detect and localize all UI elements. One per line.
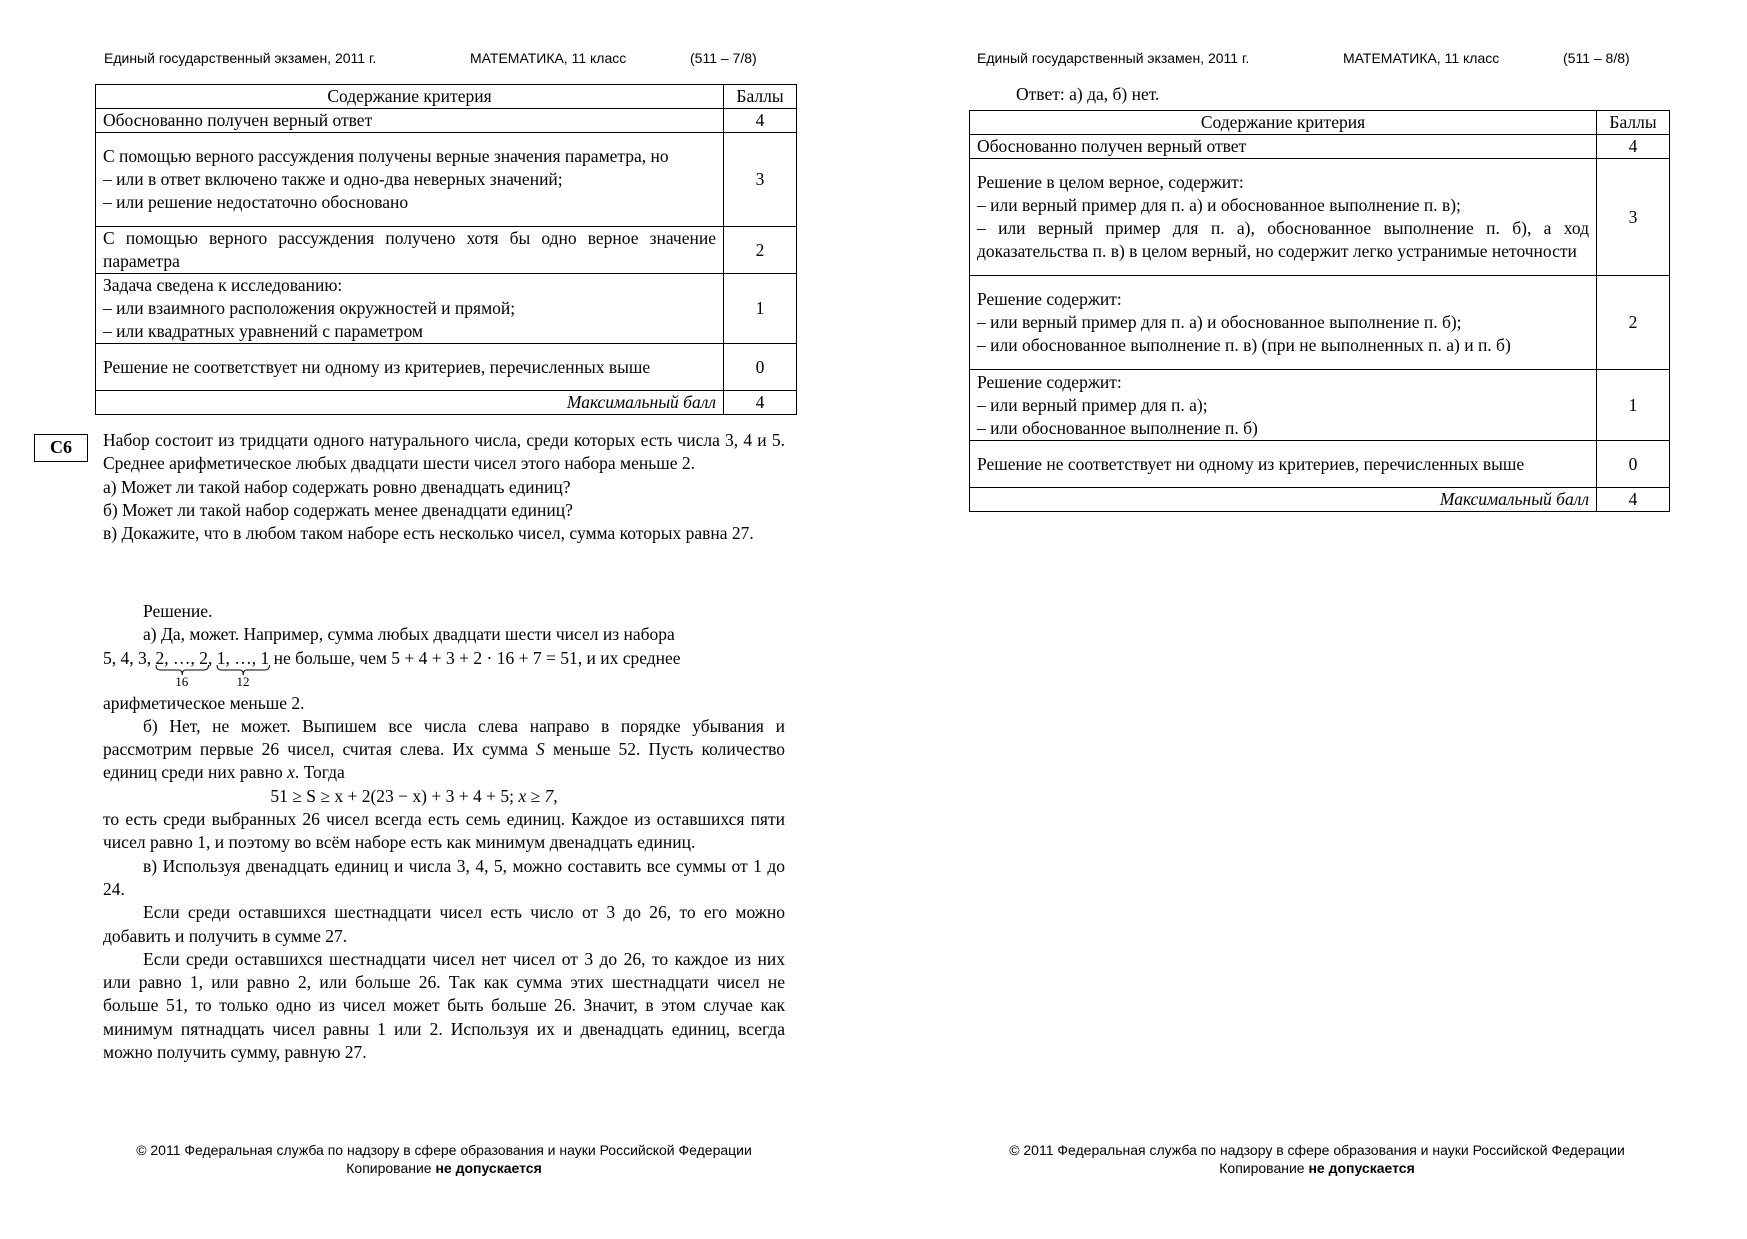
- criterion-line: – или в ответ включено также и одно-два неверных значений;: [103, 169, 563, 189]
- max-score-value: 4: [724, 391, 797, 415]
- criteria-table: [95, 84, 797, 415]
- footer-copy-bold: не допускается: [435, 1160, 542, 1176]
- criterion-points: 3: [1597, 159, 1670, 276]
- criterion-text: [970, 441, 1597, 488]
- criterion-points: 0: [724, 344, 797, 391]
- solution-b-formula-line: [103, 785, 785, 808]
- criterion-line: – или взаимного расположения окружностей и прямой;: [103, 298, 516, 318]
- criterion-text: [96, 109, 724, 133]
- criterion-line: Задача сведена к исследованию:: [103, 275, 343, 295]
- answer-line: Ответ: а) да, б) нет.: [1016, 84, 1160, 104]
- footer: [54, 1141, 834, 1177]
- criterion-points: 1: [1597, 370, 1670, 441]
- table-row: [970, 370, 1670, 441]
- criterion-text: [96, 133, 724, 227]
- table-row: [96, 109, 797, 133]
- solution-b: [103, 715, 785, 785]
- solution-a-end: арифметическое меньше 2.: [103, 692, 305, 713]
- solution-b-text2: меньше 52. Пусть количество единиц среди них равно: [103, 739, 786, 783]
- criterion-text: [970, 276, 1597, 370]
- criterion-text: [96, 344, 724, 391]
- table-row: [970, 159, 1670, 276]
- criterion-text: [96, 274, 724, 344]
- group-twos-count: 16: [175, 673, 189, 689]
- criterion-line: – или верный пример для п. а), обоснованное выполнение п. б), а ход доказательства п. в) в целом верный, но содержит легко устранимые неточности: [977, 218, 1589, 261]
- criterion-text: [970, 159, 1597, 276]
- problem-statement-text: Набор состоит из тридцати одного натурального числа, среди которых есть числа 3, 4 и 5. Среднее арифметическое любых двадцати шести чисел этого набора меньше 2.: [103, 430, 785, 474]
- braced-group-ones: [216, 647, 270, 689]
- footer-copy-notice: [927, 1159, 1707, 1177]
- header-exam: Единый государственный экзамен, 2011 г.: [104, 50, 377, 66]
- formula-end: ,: [553, 785, 558, 806]
- footer-copy-normal: Копирование: [346, 1160, 432, 1176]
- footer-copy-normal: Копирование: [1219, 1160, 1305, 1176]
- criterion-line: Решение не соответствует ни одному из критериев, перечисленных выше: [103, 356, 651, 377]
- criterion-points: 2: [1597, 276, 1670, 370]
- group-ones-count: 12: [236, 673, 250, 689]
- solution-b-conclusion: то есть среди выбранных 26 чисел всегда есть семь единиц. Каждое из оставшихся пяти чисел равно 1, и поэтому во всём наборе есть как минимум двенадцать единиц.: [103, 809, 785, 853]
- group-ones: 1, …, 1: [216, 647, 270, 668]
- criterion-line: – или верный пример для п. а) и обоснованное выполнение п. б);: [977, 312, 1462, 332]
- table-header-row: [96, 85, 797, 109]
- criterion-line: Решение не соответствует ни одному из критериев, перечисленных выше: [977, 453, 1525, 474]
- table-header-row: [970, 111, 1670, 135]
- table-max-row: [96, 391, 797, 415]
- criterion-line: Обоснованно получен верный ответ: [103, 110, 373, 130]
- header-page-number: (511 – 8/8): [1563, 50, 1630, 66]
- underbrace: [156, 665, 209, 691]
- left-page: [0, 0, 873, 1239]
- header-page-number: (511 – 7/8): [690, 50, 757, 66]
- column-header-points: Баллы: [1597, 111, 1670, 135]
- footer-copy-bold: не допускается: [1308, 1160, 1415, 1176]
- solution-b-formula2: x ≥ 7: [518, 785, 554, 806]
- question-a: а) Может ли такой набор содержать ровно двенадцать единиц?: [103, 476, 571, 497]
- column-header-content: Содержание критерия: [96, 85, 724, 109]
- criterion-points: 2: [724, 227, 797, 274]
- variable-s: S: [536, 739, 545, 760]
- table-row: [96, 227, 797, 274]
- criterion-points: 4: [1597, 135, 1670, 159]
- criterion-text: [96, 227, 724, 274]
- table-row: [970, 276, 1670, 370]
- table-row: [970, 441, 1670, 488]
- criterion-text: [970, 135, 1597, 159]
- solution-a-tail: , и их среднее: [577, 647, 681, 668]
- variable-x: x: [287, 762, 295, 783]
- header-subject: МАТЕМАТИКА, 11 класс: [470, 50, 627, 66]
- underbrace: [217, 665, 270, 691]
- criterion-line: – или квадратных уравнений с параметром: [103, 321, 423, 341]
- criterion-line: С помощью верного рассуждения получены верные значения параметра, но: [103, 146, 669, 166]
- solution-a-mid: не больше, чем: [273, 647, 387, 668]
- solution: [103, 600, 785, 1064]
- solution-a-set: 5, 4, 3, 2, …, 2 16 , 1, …, 1 12 не больше, чем 5 + 4 + 3 + 2 · 16 + 7 = 51, и их среднее: [103, 647, 681, 689]
- problem-label-box: C6: [34, 434, 88, 462]
- footer-copy-notice: [54, 1159, 834, 1177]
- header-subject: МАТЕМАТИКА, 11 класс: [1343, 50, 1500, 66]
- table-row: [96, 344, 797, 391]
- criterion-line: – или обоснованное выполнение п. б): [977, 417, 1258, 438]
- solution-title: Решение.: [143, 601, 213, 621]
- braced-group-twos: [155, 647, 209, 689]
- criterion-line: Решение в целом верное, содержит:: [977, 172, 1244, 192]
- solution-b-text3: . Тогда: [294, 762, 345, 783]
- max-score-label: Максимальный балл: [970, 488, 1597, 512]
- solution-a-intro: а) Да, может. Например, сумма любых двадцати шести чисел из набора: [143, 624, 675, 645]
- problem-statement: [103, 429, 785, 545]
- solution-c-p3: Если среди оставшихся шестнадцати чисел нет чисел от 3 до 26, то каждое из них или равно 1, или равно 2, или больше 26. Так как сумма этих шестнадцати чисел не больше 51, то только одно из чисел может быть больше 26. Значит, в этом случае как минимум пятнадцать чисел равны 1 или 2. Используя их и двенадцать единиц, всегда можно получить сумму, равную 27.: [103, 948, 785, 1063]
- criterion-line: – или обоснованное выполнение п. в) (при не выполненных п. а) и п. б): [977, 335, 1511, 355]
- max-score-value: 4: [1597, 488, 1670, 512]
- criterion-points: 4: [724, 109, 797, 133]
- criterion-line: Обоснованно получен верный ответ: [977, 136, 1247, 156]
- column-header-points: Баллы: [724, 85, 797, 109]
- criterion-line: – или верный пример для п. а);: [977, 394, 1208, 415]
- footer: [927, 1141, 1707, 1177]
- criterion-points: 0: [1597, 441, 1670, 488]
- group-twos: 2, …, 2: [155, 647, 208, 668]
- footer-copyright: © 2011 Федеральная служба по надзору в сфере образования и науки Российской Федерации: [1009, 1142, 1625, 1158]
- criteria-table: [969, 110, 1670, 512]
- column-header-content: Содержание критерия: [970, 111, 1597, 135]
- table-max-row: [970, 488, 1670, 512]
- solution-b-text1: б) Нет, не может. Выпишем все числа слева направо в порядке убывания и рассмотрим первые 26 чисел, считая слева. Их сумма: [103, 715, 785, 760]
- solution-c-p2: Если среди оставшихся шестнадцати чисел есть число от 3 до 26, то его можно добавить и получить в сумме 27.: [103, 902, 785, 946]
- max-score-label: Максимальный балл: [96, 391, 724, 415]
- solution-c-p1: в) Используя двенадцать единиц и числа 3, 4, 5, можно составить все суммы от 1 до 24.: [103, 855, 785, 899]
- criterion-line: Решение содержит:: [977, 289, 1122, 309]
- criterion-points: 1: [724, 274, 797, 344]
- solution-a-formula: 5 + 4 + 3 + 2 · 16 + 7 = 51: [391, 647, 578, 668]
- set-leading-numbers: 5, 4, 3,: [103, 647, 152, 668]
- solution-b-formula: 51 ≥ S ≥ x + 2(23 − x) + 3 + 4 + 5;: [270, 785, 514, 806]
- header-exam: Единый государственный экзамен, 2011 г.: [977, 50, 1250, 66]
- table-row: [96, 133, 797, 227]
- right-page: [873, 0, 1747, 1239]
- question-b: б) Может ли такой набор содержать менее двенадцати единиц?: [103, 499, 573, 520]
- criterion-line: Решение содержит:: [977, 371, 1122, 392]
- criterion-line: – или решение недостаточно обосновано: [103, 192, 409, 212]
- criterion-line: С помощью верного рассуждения получено хотя бы одно верное значение параметра: [103, 228, 716, 271]
- criterion-text: [970, 370, 1597, 441]
- criterion-line: – или верный пример для п. а) и обоснованное выполнение п. в);: [977, 195, 1461, 215]
- table-row: [970, 135, 1670, 159]
- footer-copyright: © 2011 Федеральная служба по надзору в сфере образования и науки Российской Федерации: [136, 1142, 752, 1158]
- question-c: в) Докажите, что в любом таком наборе есть несколько чисел, сумма которых равна 27.: [103, 523, 754, 544]
- table-row: [96, 274, 797, 344]
- criterion-points: 3: [724, 133, 797, 227]
